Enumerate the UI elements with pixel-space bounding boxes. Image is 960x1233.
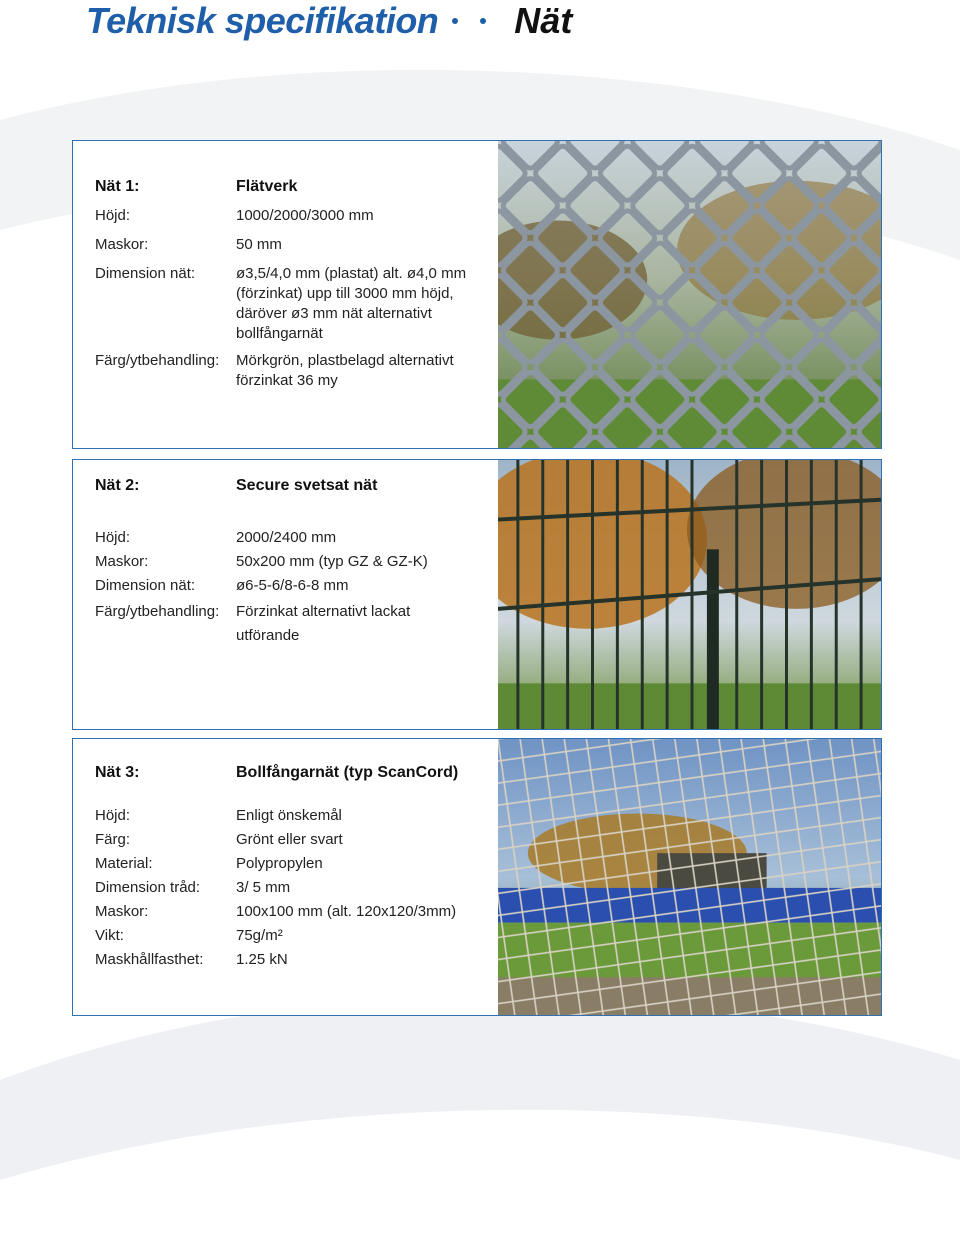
spec-value: Grönt eller svart: [236, 831, 343, 848]
spec-label: Dimension nät:: [95, 265, 196, 282]
spec-value: 3/ 5 mm: [236, 879, 291, 896]
spec-label: Höjd:: [95, 529, 131, 546]
spec-value: 1.25 kN: [236, 951, 288, 968]
spec-value: 50 mm: [236, 236, 282, 253]
spec-row: [95, 351, 501, 391]
spec-label: Färg/ytbehandling:: [95, 352, 220, 369]
separator-dot: [480, 18, 486, 24]
spec-value: 50x200 mm (typ GZ & GZ-K): [236, 553, 428, 570]
spec-heading-value: Flätverk: [236, 178, 298, 195]
spec-label: Maskor:: [95, 553, 149, 570]
spec-heading-value: Secure svetsat nät: [236, 477, 378, 494]
title-separator: [452, 18, 486, 24]
spec-row: [95, 600, 436, 648]
spec-row: [95, 235, 501, 255]
spec-label: Maskor:: [95, 236, 149, 253]
ball-catch-net-photo: [498, 739, 881, 1015]
spec-info: [73, 460, 498, 729]
spec-label: Färg/ytbehandling:: [95, 603, 220, 620]
page-title: Teknisk specifikation: [86, 0, 439, 41]
spec-value: ø3,5/4,0 mm (plastat) alt. ø4,0 mm (förzinkat) upp till 3000 mm höjd, däröver ø3 mm nät alternativt bollfångarnät: [236, 265, 467, 342]
spec-row: [95, 926, 283, 946]
spec-label: Maskhållfasthet:: [95, 951, 204, 968]
spec-row: [95, 806, 342, 826]
spec-value: Mörkgrön, plastbelagd alternativt förzinkat 36 my: [236, 352, 454, 389]
spec-heading: [95, 763, 458, 783]
spec-heading-label: Nät 2:: [95, 477, 140, 494]
spec-row: [95, 528, 336, 548]
chain-link-fence-photo: [498, 141, 881, 448]
spec-value: Förzinkat alternativt lackat utförande: [236, 603, 411, 644]
spec-card-net-1: [72, 140, 882, 449]
spec-row: [95, 206, 501, 226]
spec-label: Material:: [95, 855, 153, 872]
spec-card-net-2: [72, 459, 882, 730]
spec-label: Dimension tråd:: [95, 879, 201, 896]
separator-dot: [452, 18, 458, 24]
spec-row: [95, 854, 323, 874]
spec-heading-label: Nät 1:: [95, 178, 140, 195]
spec-row: [95, 552, 428, 572]
spec-row: [95, 950, 288, 970]
spec-value: 2000/2400 mm: [236, 529, 337, 546]
spec-row: [95, 264, 501, 344]
spec-row: [95, 830, 343, 850]
spec-heading-label: Nät 3:: [95, 764, 140, 781]
spec-label: Färg:: [95, 831, 131, 848]
spec-value: 100x100 mm (alt. 120x120/3mm): [236, 903, 457, 920]
spec-value: ø6-5-6/8-6-8 mm: [236, 577, 349, 594]
spec-row: [95, 576, 349, 596]
spec-label: Vikt:: [95, 927, 124, 944]
spec-value: Enligt önskemål: [236, 807, 342, 824]
page-subtitle: Nät: [514, 0, 573, 41]
spec-label: Höjd:: [95, 807, 131, 824]
spec-label: Höjd:: [95, 207, 131, 224]
spec-heading: [95, 476, 377, 496]
spec-row: [95, 902, 456, 922]
spec-label: Dimension nät:: [95, 577, 196, 594]
spec-row: [95, 878, 290, 898]
spec-heading-value: Bollfångarnät (typ ScanCord): [236, 764, 459, 781]
spec-info: [73, 739, 498, 1015]
spec-label: Maskor:: [95, 903, 149, 920]
spec-value: 75g/m²: [236, 927, 283, 944]
spec-value: Polypropylen: [236, 855, 323, 872]
spec-heading: [95, 177, 501, 197]
spec-value: 1000/2000/3000 mm: [236, 207, 374, 224]
page-header: [86, 0, 572, 44]
spec-info: [73, 141, 498, 448]
spec-card-net-3: [72, 738, 882, 1016]
welded-mesh-fence-photo: [498, 460, 881, 729]
